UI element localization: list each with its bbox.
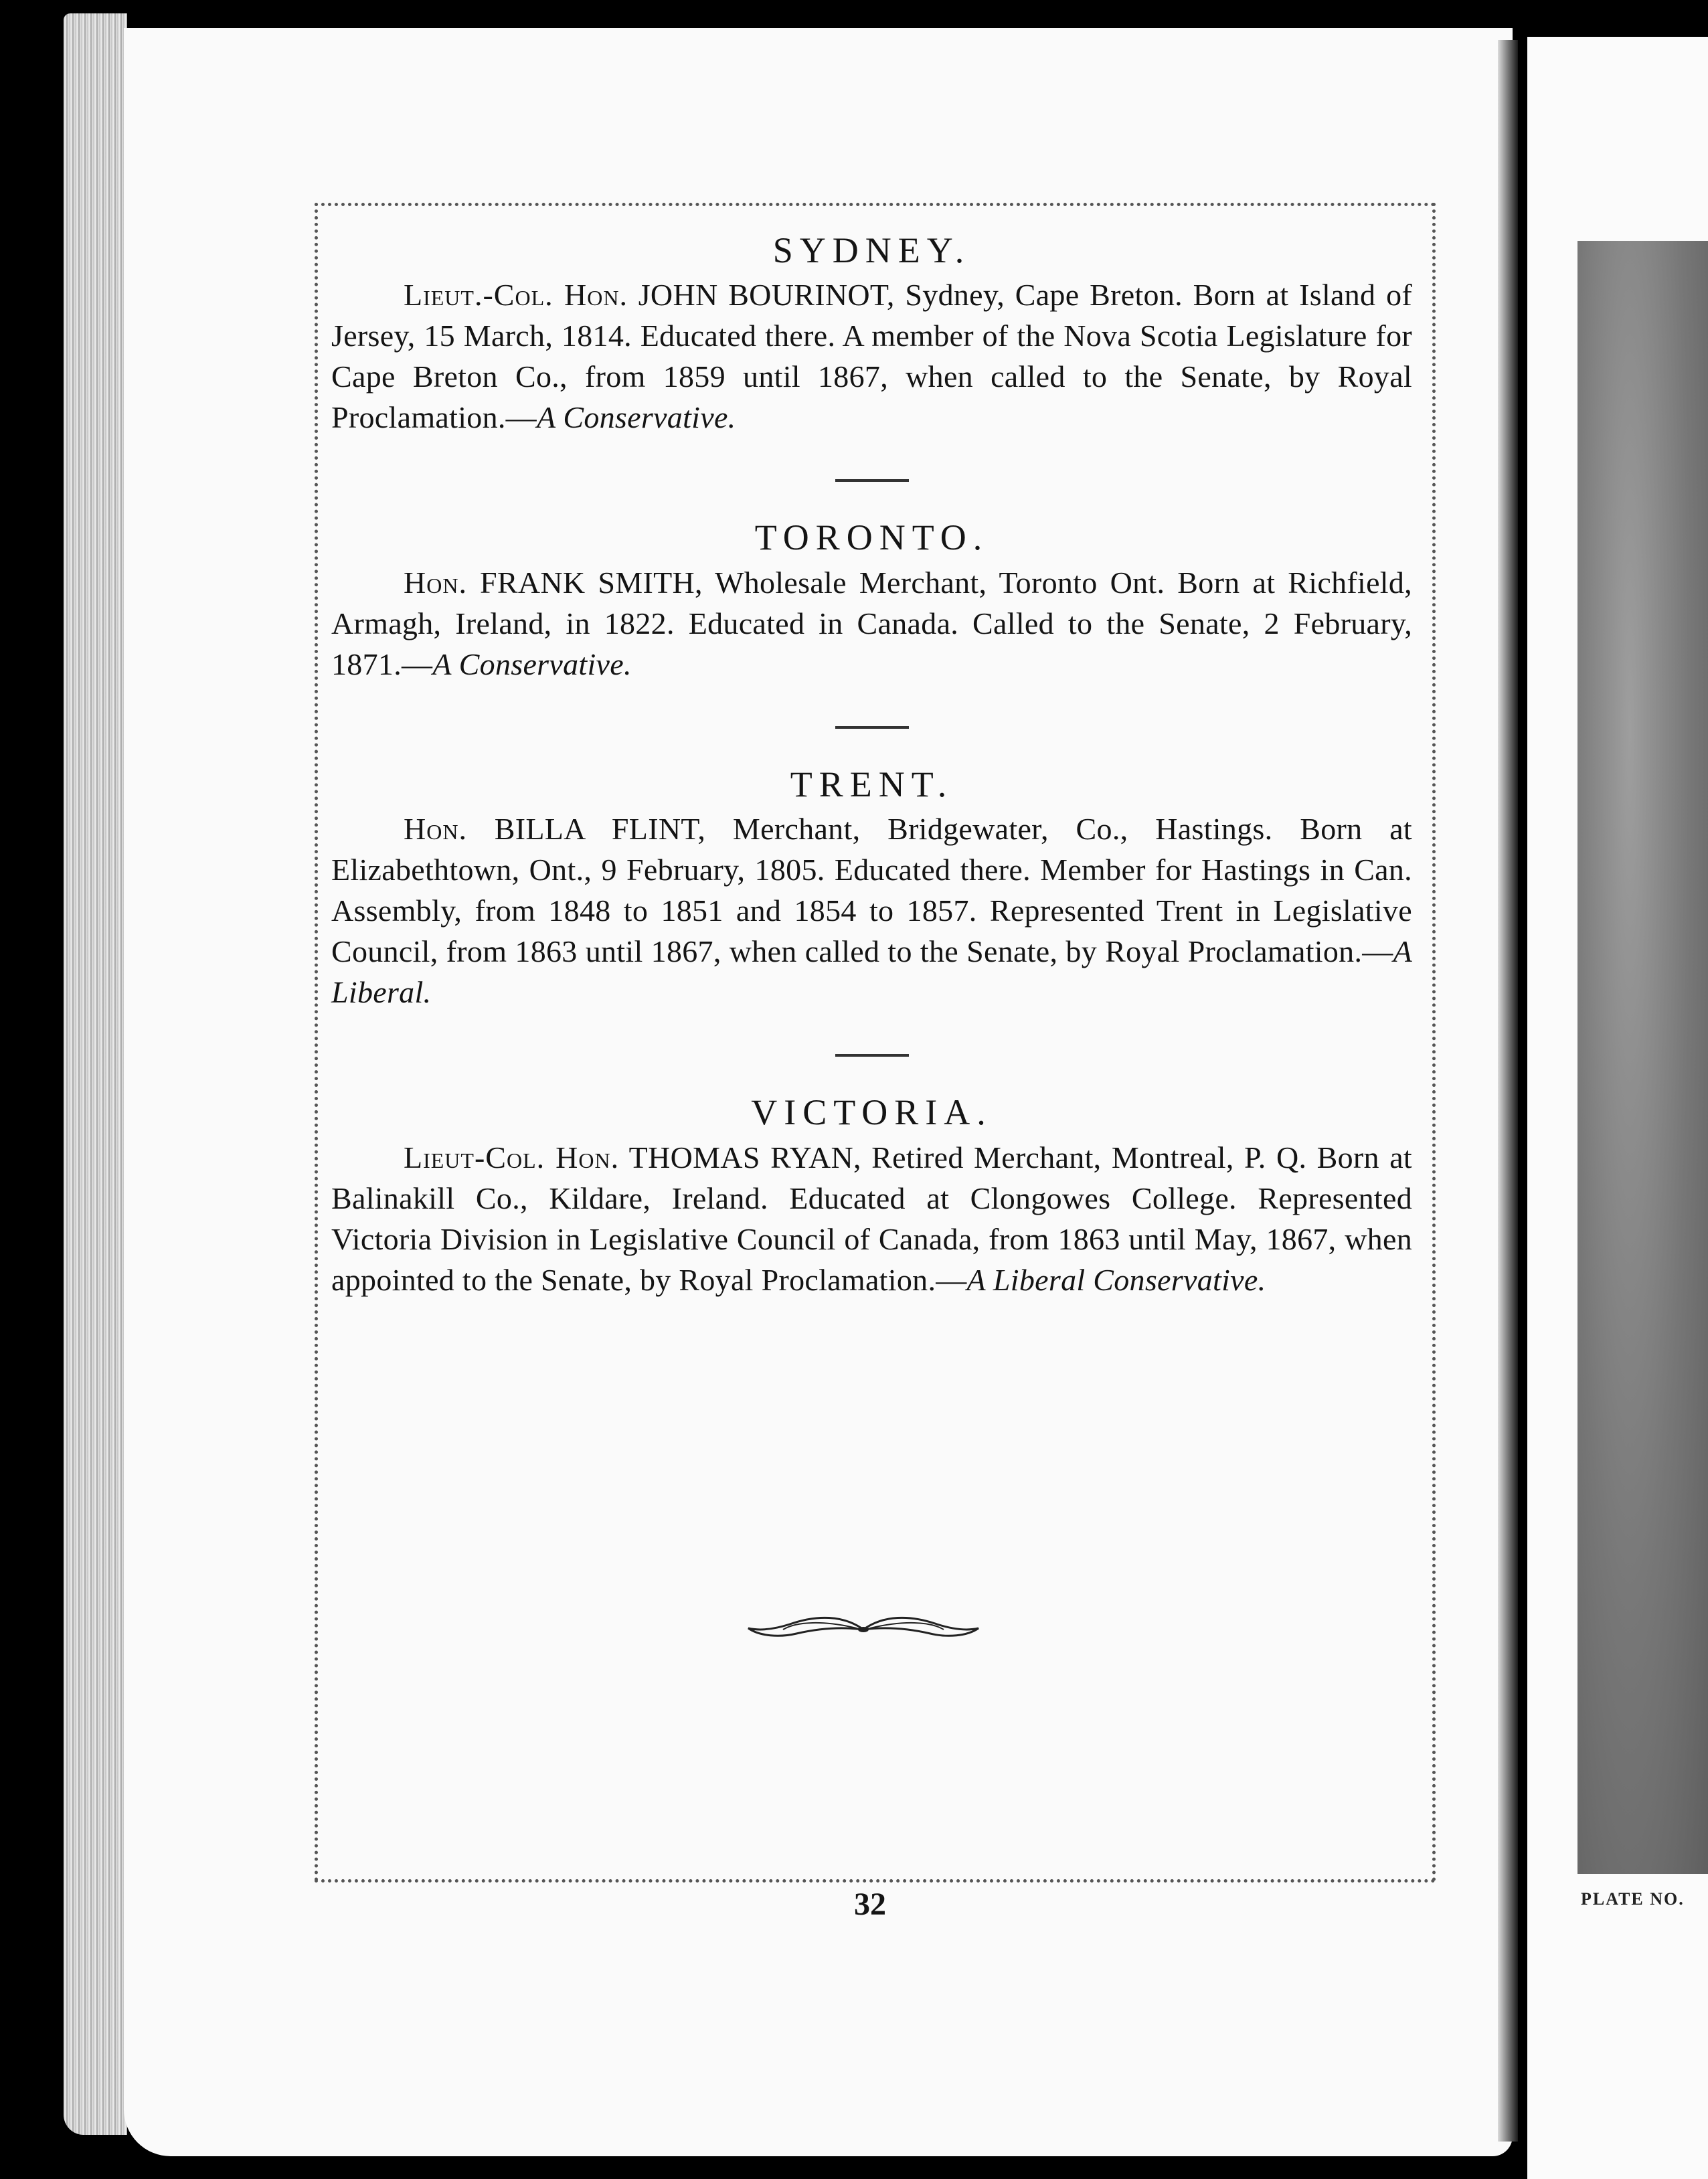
entry-name: THOMAS RYAN, <box>628 1140 861 1174</box>
entry-body: Retired Merchant, Montreal, P. Q. Born at Balinakill Co., Kildare, Ireland. Educated at Clongowes College. Represented Victoria Division in Legislative Council of Canada, from 1863 until May, 1867, when appointed to the Senate, by Royal Proclamation.— <box>331 1140 1413 1297</box>
plate-caption: PLATE NO. <box>1581 1889 1685 1909</box>
entry-text <box>331 1137 1412 1300</box>
plate-photograph <box>1577 241 1708 1874</box>
entry-text <box>331 808 1412 1013</box>
entry-heading: SYDNEY. <box>772 230 971 270</box>
entry-name: BILLA FLINT, <box>494 812 706 847</box>
entry-body: Merchant, Bridgewater, Co., Hastings. Born at Elizabethtown, Ont., 9 February, 1805. Educated there. Member for Hastings in Can. Assembly, from 1848 to 1851 and 1854 to 1857. Represented Trent in Legislative Council, from 1863 until 1867, when called to the Senate, by Royal Proclamation.— <box>331 812 1412 969</box>
scroll-flourish-icon <box>743 1609 984 1650</box>
section-divider <box>835 479 909 482</box>
entry-party: A Conservative. <box>536 400 736 435</box>
entry-name: FRANK SMITH, <box>479 565 703 600</box>
entry-text <box>331 562 1412 685</box>
entry-trent <box>331 765 1412 1013</box>
entry-title: Hon. <box>404 812 467 847</box>
entry-toronto <box>331 518 1412 684</box>
entry-title: Hon. <box>404 565 467 600</box>
entry-heading: TRENT. <box>790 764 954 804</box>
entry-heading: TORONTO. <box>754 517 989 558</box>
entry-sydney <box>331 231 1412 438</box>
entry-party: A Liberal Conservative. <box>966 1262 1266 1297</box>
section-divider <box>835 726 909 729</box>
book-page-edges <box>64 13 127 2135</box>
entry-title: Lieut-Col. Hon. <box>404 1140 620 1174</box>
book-gutter <box>1498 40 1518 2142</box>
entry-party: A Conservative. <box>432 646 632 681</box>
entry-victoria <box>331 1093 1412 1300</box>
entry-text <box>331 274 1412 438</box>
facing-page <box>1527 37 1708 2179</box>
entry-body: Wholesale Merchant, Toronto Ont. Born at Richfield, Armagh, Ireland, in 1822. Educated in Canada. Called to the Senate, 2 February, 1871.— <box>331 565 1412 681</box>
entry-name: JOHN BOURINOT, <box>638 278 895 313</box>
entry-body: Sydney, Cape Breton. Born at Island of Jersey, 15 March, 1814. Educated there. A member of the Nova Scotia Legislature for Cape Breton Co., from 1859 until 1867, when called to the Senate, by Royal Proclamation.— <box>331 278 1412 435</box>
senator-entries <box>331 231 1412 1300</box>
entry-title: Lieut.-Col. Hon. <box>404 278 628 313</box>
section-divider <box>835 1054 909 1057</box>
entry-heading: VICTORIA. <box>751 1092 993 1133</box>
entry-party: A Liberal. <box>331 934 1412 1010</box>
page-number: 32 <box>854 1887 886 1922</box>
